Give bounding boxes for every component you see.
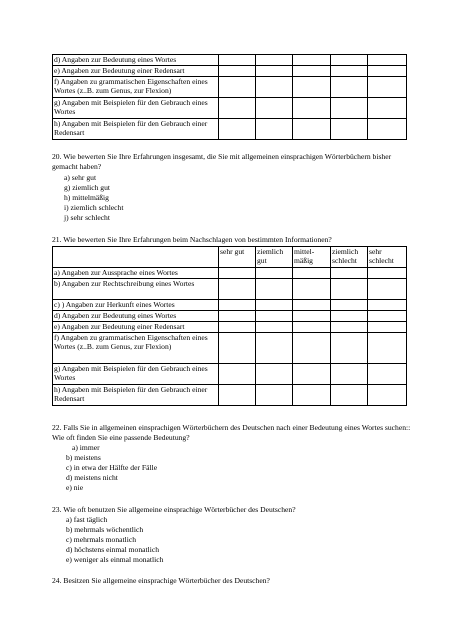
rating-cell[interactable] (256, 66, 293, 77)
rating-cell[interactable] (293, 333, 331, 364)
row-label: b) Angaben zur Rechtschreibung eines Wortes (53, 279, 219, 300)
table-row (53, 119, 407, 140)
rating-cell[interactable] (293, 300, 331, 311)
table-row (53, 300, 407, 311)
q22-option-b[interactable]: b) meistens (66, 453, 101, 462)
rating-cell[interactable] (368, 300, 407, 311)
rating-cell[interactable] (256, 300, 293, 311)
rating-cell[interactable] (331, 364, 368, 385)
row-label: d) Angaben zur Bedeutung eines Wortes (53, 55, 219, 66)
q23-option-e[interactable]: e) weniger als einmal monatlich (66, 555, 164, 564)
table-row (53, 77, 407, 98)
rating-cell[interactable] (219, 77, 256, 98)
rating-cell[interactable] (256, 77, 293, 98)
rating-cell[interactable] (293, 279, 331, 300)
rating-cell[interactable] (219, 364, 256, 385)
question-22-text: 22. Falls Sie in allgemeinen einsprachigen Wörterbüchern des Deutschen nach einer Bedeutung eines Wortes suchen:: Wie oft finden Sie eine passende Bedeutung? (52, 423, 411, 442)
rating-cell[interactable] (368, 279, 407, 300)
rating-cell[interactable] (219, 311, 256, 322)
rating-cell[interactable] (256, 268, 293, 279)
rating-cell[interactable] (368, 66, 407, 77)
header-blank (53, 247, 219, 268)
table-row (53, 311, 407, 322)
q23-option-a[interactable]: a) fast täglich (66, 515, 108, 524)
rating-cell[interactable] (219, 268, 256, 279)
row-label: h) Angaben mit Beispielen für den Gebrauch einer Redensart (53, 119, 219, 140)
rating-cell[interactable] (219, 333, 256, 364)
rating-cell[interactable] (368, 55, 407, 66)
rating-cell[interactable] (293, 385, 331, 406)
rating-cell[interactable] (331, 311, 368, 322)
rating-cell[interactable] (256, 322, 293, 333)
q20-option-h[interactable]: h) mittelmäßig (64, 193, 109, 202)
rating-cell[interactable] (293, 311, 331, 322)
rating-cell[interactable] (331, 333, 368, 364)
rating-cell[interactable] (331, 322, 368, 333)
rating-cell[interactable] (331, 98, 368, 119)
rating-cell[interactable] (368, 311, 407, 322)
table-row (53, 98, 407, 119)
rating-cell[interactable] (293, 66, 331, 77)
rating-cell[interactable] (368, 333, 407, 364)
q20-option-g[interactable]: g) ziemlich gut (64, 183, 110, 192)
rating-cell[interactable] (293, 77, 331, 98)
q22-option-e[interactable]: e) nie (66, 483, 84, 492)
row-label: h) Angaben mit Beispielen für den Gebrauch einer Redensart (53, 385, 219, 406)
row-label: d) Angaben zur Bedeutung eines Wortes (53, 311, 219, 322)
table-row (53, 279, 407, 300)
rating-cell[interactable] (219, 279, 256, 300)
rating-table-top (52, 54, 407, 140)
rating-cell[interactable] (256, 55, 293, 66)
q22-option-c[interactable]: c) in etwa der Hälfte der Fälle (66, 463, 158, 472)
table-row (53, 385, 407, 406)
rating-cell[interactable] (256, 119, 293, 140)
rating-cell[interactable] (256, 279, 293, 300)
row-label: g) Angaben mit Beispielen für den Gebrauch eines Wortes (53, 364, 219, 385)
rating-cell[interactable] (219, 98, 256, 119)
header-sehr-gut: sehr gut (219, 247, 256, 268)
rating-cell[interactable] (368, 119, 407, 140)
rating-cell[interactable] (219, 55, 256, 66)
rating-cell[interactable] (293, 55, 331, 66)
rating-table-q21 (52, 246, 407, 406)
rating-cell[interactable] (368, 322, 407, 333)
q20-option-a[interactable]: a) sehr gut (64, 173, 97, 182)
q23-option-b[interactable]: b) mehrmals wöchentlich (66, 525, 144, 534)
row-label: e) Angaben zur Bedeutung einer Redensart (53, 322, 219, 333)
rating-cell[interactable] (293, 364, 331, 385)
rating-cell[interactable] (256, 98, 293, 119)
rating-cell[interactable] (219, 119, 256, 140)
rating-cell[interactable] (331, 55, 368, 66)
row-label: f) Angaben zu grammatischen Eigenschaften eines Wortes (z..B. zum Genus, zur Flexion) (53, 333, 219, 364)
rating-cell[interactable] (331, 268, 368, 279)
q20-option-i[interactable]: i) ziemlich schlecht (64, 203, 124, 212)
rating-cell[interactable] (219, 385, 256, 406)
row-label: c) ) Angaben zur Herkunft eines Wortes (53, 300, 219, 311)
rating-cell[interactable] (331, 77, 368, 98)
table-row (53, 322, 407, 333)
rating-cell[interactable] (331, 66, 368, 77)
rating-cell[interactable] (331, 300, 368, 311)
q23-option-d[interactable]: d) höchstens einmal monatlich (66, 545, 160, 554)
header-sehr-schlecht: sehr schlecht (368, 247, 407, 268)
rating-cell[interactable] (331, 119, 368, 140)
q23-option-c[interactable]: c) mehrmals monatlich (66, 535, 137, 544)
header-ziemlich-gut: ziemlich gut (256, 247, 293, 268)
header-mittelmaessig: mittel-mäßig (293, 247, 331, 268)
rating-cell[interactable] (219, 300, 256, 311)
question-21-text: 21. Wie bewerten Sie Ihre Erfahrungen beim Nachschlagen von bestimmten Informationen? (52, 235, 332, 244)
rating-cell[interactable] (293, 119, 331, 140)
rating-cell[interactable] (256, 333, 293, 364)
rating-cell[interactable] (256, 385, 293, 406)
header-ziemlich-schlecht: ziemlich schlecht (331, 247, 368, 268)
rating-cell[interactable] (293, 98, 331, 119)
rating-cell[interactable] (368, 77, 407, 98)
table-row (53, 333, 407, 364)
rating-cell[interactable] (293, 322, 331, 333)
rating-cell[interactable] (368, 98, 407, 119)
table-row (53, 268, 407, 279)
rating-cell[interactable] (368, 268, 407, 279)
rating-cell[interactable] (219, 322, 256, 333)
question-20-text: 20. Wie bewerten Sie Ihre Erfahrungen insgesamt, die Sie mit allgemeinen einsprachigen Wörterbüchern bisher gemacht haben? (52, 152, 392, 171)
rating-cell[interactable] (368, 385, 407, 406)
table-row (53, 55, 407, 66)
table-row (53, 66, 407, 77)
row-label: e) Angaben zur Bedeutung einer Redensart (53, 66, 219, 77)
rating-cell[interactable] (219, 66, 256, 77)
q22-option-a[interactable]: a) immer (72, 443, 100, 452)
rating-cell[interactable] (256, 311, 293, 322)
table-row (53, 364, 407, 385)
rating-cell[interactable] (256, 364, 293, 385)
row-label: g) Angaben mit Beispielen für den Gebrauch eines Wortes (53, 98, 219, 119)
q22-option-d[interactable]: d) meistens nicht (66, 473, 118, 482)
question-23-text: 23. Wie oft benutzen Sie allgemeine einsprachige Wörterbücher des Deutschen? (52, 505, 296, 514)
rating-cell[interactable] (293, 268, 331, 279)
row-label: f) Angaben zu grammatischen Eigenschaften eines Wortes (z..B. zum Genus, zur Flexion) (53, 77, 219, 98)
row-label: a) Angaben zur Aussprache eines Wortes (53, 268, 219, 279)
rating-cell[interactable] (331, 279, 368, 300)
rating-cell[interactable] (331, 385, 368, 406)
question-24-text: 24. Besitzen Sie allgemeine einsprachige Wörterbücher des Deutschen? (52, 576, 270, 585)
table-header-row (53, 247, 407, 268)
rating-cell[interactable] (368, 364, 407, 385)
q20-option-j[interactable]: j) sehr schlecht (64, 213, 110, 222)
